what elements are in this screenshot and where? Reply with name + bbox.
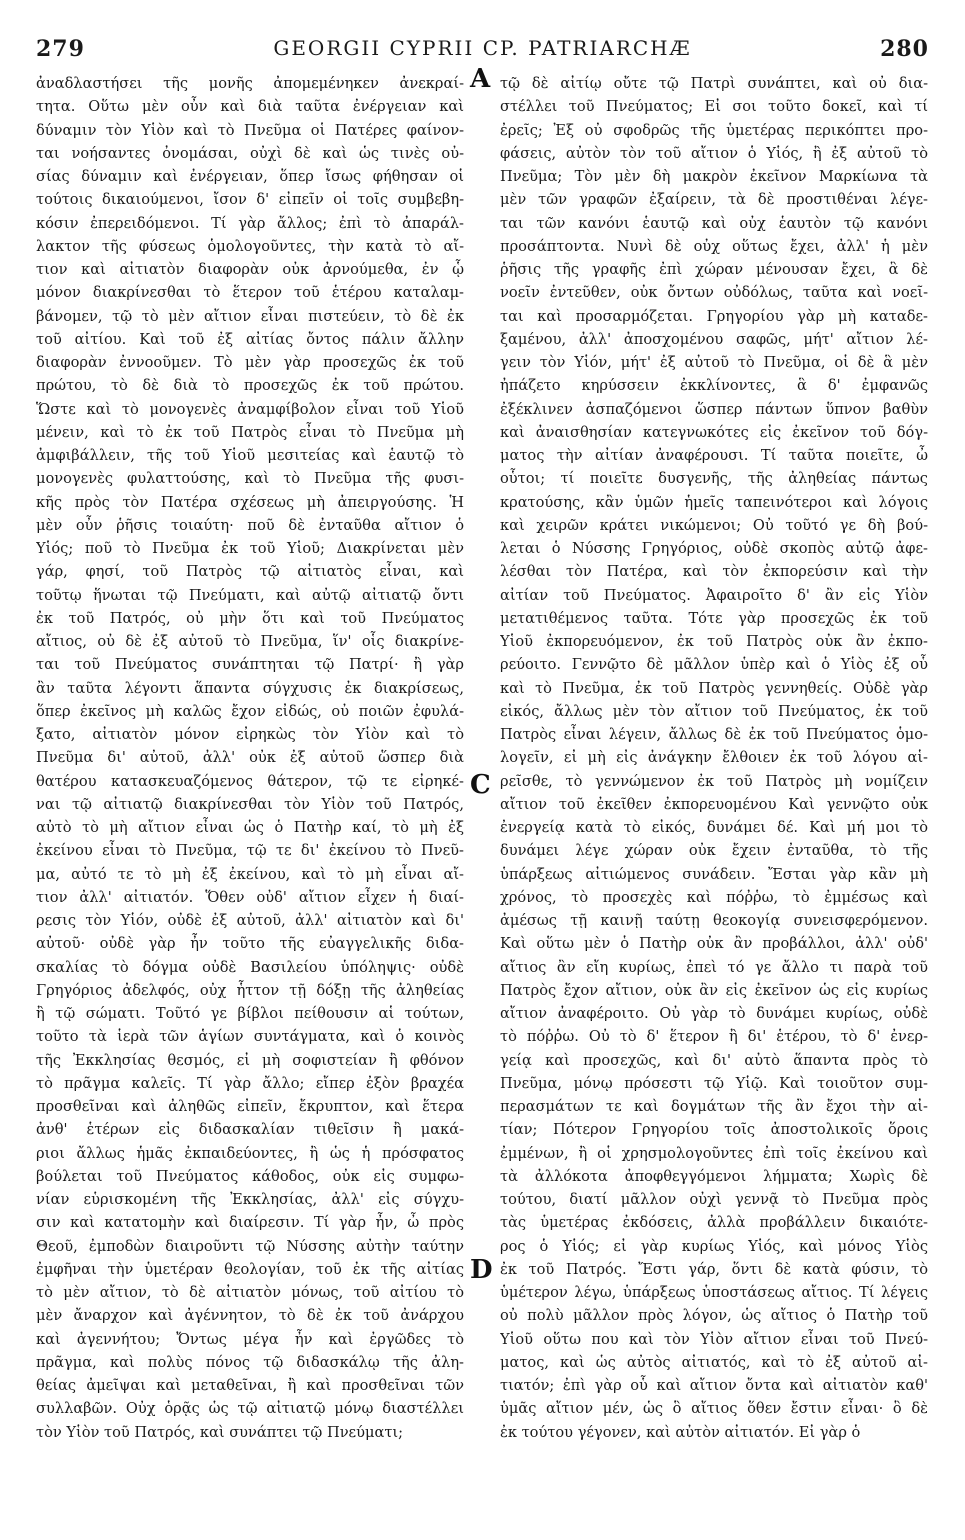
text-line: κόσιν ἐπερειδόμενοι. Τί γὰρ ἄλλος; ἐπὶ τὸ ἀπαράλ- (36, 214, 464, 232)
text-line: ριοι ἄλλως ἡμᾶς ἐκπαιδεύοντες, ἢ ὡς ἡ πρόσφατος (36, 1144, 464, 1162)
text-line: τὰς ὑμετέρας ἐκδόσεις, ἀλλὰ προβάλλειν δικαιότε- (500, 1214, 928, 1232)
text-line: τιον καὶ αἰτιατὸν διαφορὰν οὐκ ἀρνούμεθα, ἐν ᾧ (36, 261, 464, 278)
text-line: ἢ τῷ σώματι. Τοῦτό γε βίβλοι πείθουσιν αἱ τούτων, (36, 1005, 464, 1022)
text-line: αἴτιος ἂν εἴη κυρίως, ἐπεὶ τό γε ἄλλο τι παρὰ τοῦ (500, 958, 928, 976)
text-line: οὗτοι; τί ποιεῖτε δυσγενῆς, τῆς ἀληθείας πάντως (500, 470, 928, 488)
text-line: τοῦ αἰτίου. Καὶ τοῦ ἐξ αἰτίας ὄντος πάλιν ἄλλην (36, 330, 464, 348)
text-line: τητα. Οὕτω μὲν οὖν καὶ διὰ ταῦτα ἐνέργειαν καὶ (36, 98, 464, 116)
text-line: ὑμᾶς αἴτιον μέν, ὡς ὃ αἴτιος ὅθεν ἔστιν εἶναι· ὃ δὲ (500, 1400, 928, 1418)
text-line: ἐκείνου εἶναι τὸ Πνεῦμα, τῷ τε δι' ἐκείνου τὸ Πνεῦ- (36, 842, 464, 860)
text-line: τὸ πρᾶγμα καλεῖς. Τί γὰρ ἄλλο; εἴπερ ἐξὸν βραχέα (36, 1074, 464, 1092)
text-line: τίαν; Πότερον Γρηγορίου τοῖς ἀποστολικοῖς ὅροις (500, 1121, 928, 1139)
text-line: περασμάτων τε καὶ δογμάτων τῆς ἂν ἔχοι τὴν αἰ- (500, 1098, 928, 1115)
text-line: μὲν οὖν ῥῆσις τοιαύτη· ποῦ δὲ ἐνταῦθα αἴτιον ὁ (36, 516, 464, 534)
text-line: τὸν Υἱὸν τοῦ Πατρός, καὶ συνάπτει τῷ Πνεύματι; (36, 1423, 404, 1441)
page-number-left: 279 (36, 36, 85, 62)
text-line: νίαν εὑρισκομένη τῆς Ἐκκλησίας, ἀλλ' εἰς σύγχυ- (36, 1191, 464, 1208)
text-line: τὸ πόῤῥω. Οὐ τὸ δ' ἕτερον ἢ δι' ἑτέρου, τὸ δ' ἐνερ- (500, 1028, 928, 1046)
text-line: Υἱοῦ ἐκπορευόμενον, ἐκ τοῦ Πατρὸς οὐκ ἂν ἐκπο- (500, 633, 928, 650)
text-line: αἰτίαν τοῦ Πνεύματος. Ἀφαιροῖτο δ' ἂν εἰς Υἱὸν (500, 586, 928, 604)
text-line: ἀμφιβάλλειν, τῆς τοῦ Υἱοῦ μεσιτείας καὶ ἑαυτῷ τὸ (36, 447, 464, 464)
page-header (36, 36, 929, 66)
text-line: καὶ ἀγεννήτου; Ὄντως μέγα ἦν καὶ ἐργῶδες τὸ (36, 1330, 464, 1348)
text-line: πρώτου, τὸ δὲ διὰ τὸ προσεχῶς ἐκ τοῦ πρώτου. (36, 377, 464, 395)
text-line: αὐτοῦ· οὐδὲ γὰρ ἦν τοῦτο τῆς εὐαγγελικῆς διδα- (36, 935, 464, 953)
text-line: φάσεις, αὐτὸν τὸν τοῦ αἴτιον ὁ Υἱός, ἢ ἐξ αὐτοῦ τὸ (500, 144, 928, 162)
text-line: βούλεται τοῦ Πνεύματος κάθοδος, οὐκ εἰς συμφω- (36, 1167, 464, 1185)
text-line: ἐξέκλινεν ἀσπαζόμενοι ὥσπερ πάντων ὕπνον βαθὺν (500, 400, 928, 418)
text-line: ναι τῷ αἰτιατῷ διακρίνεσθαι τὸν Υἱὸν τοῦ Πατρός, (36, 795, 464, 813)
text-line: καὶ τὸ Πνεῦμα, ἐκ τοῦ Πατρὸς γεννηθείς. Οὐδὲ γὰρ (500, 679, 928, 697)
text-line: γείᾳ καὶ προσεχῶς, καὶ δι' αὐτὸ ἅπαντα πρὸς τὸ (500, 1051, 928, 1069)
text-line: σιν καὶ κατατομὴν καὶ διαίρεσιν. Τί γὰρ ἦν, ὦ πρὸς (36, 1214, 464, 1232)
text-line: ται καὶ προσαρμόζεται. Γρηγορίου γὰρ μὴ καταδε- (500, 307, 928, 325)
text-line: ξαμένου, ἀλλ' ἀποσχομένου σαφῶς, μήτ' αἴτιον λέ- (500, 330, 928, 348)
right-column (500, 72, 928, 1444)
text-line: τιον ἀλλ' αἰτιατόν. Ὅθεν οὐδ' αἴτιον εἶχεν ἡ διαί- (36, 888, 464, 906)
text-line: δυνάμει λέγε χώραν οὐκ ἔχειν ἐνταῦθα, τὸ τῆς (500, 842, 928, 860)
text-line: θείας ἀμεῖψαι καὶ μεταθεῖναι, ἢ καὶ προσθεῖναι τῶν (36, 1377, 464, 1394)
text-line: θατέρου κατασκευαζόμενος θάτερον, τῷ τε εἰρηκέ- (36, 772, 464, 790)
text-line: τῆς Ἐκκλησίας θεσμός, εἰ μὴ σοφιστείαν ἢ φθόνον (36, 1051, 464, 1069)
text-line: λεται ὁ Νύσσης Γρηγόριος, οὐδὲ σκοπὸς αὐτῷ ἀφε- (500, 540, 928, 557)
text-line: Πατρὸς ἔχον αἴτιον, οὐκ ἂν εἰς ἐκεῖνον ὡς εἰς κυρίως (500, 981, 928, 999)
section-marker-a: A (470, 64, 491, 94)
text-line: δύναμιν τὸν Υἱὸν καὶ τὸ Πνεῦμα οἱ Πατέρες φαίνον- (36, 121, 464, 139)
text-line: σίας δύναμιν καὶ ἐνέργειαν, ὅπερ ἴσως φήθησαν οἱ (36, 168, 464, 185)
text-line: λέσθαι τὸν Πατέρα, καὶ τὸν ἐκπορεύσιν καὶ τὴν (500, 563, 928, 581)
text-line: ἐμφῆναι τὴν ὑμετέραν θεολογίαν, τοῦ ἐκ τῆς αἰτίας (36, 1260, 464, 1278)
text-line: ὑπάρξεως αἰτιώμενος συνάδειν. Ἔσται γὰρ κἂν μὴ (500, 865, 928, 883)
text-line: γειν τὸν Υἱόν, μήτ' ἐξ αὐτοῦ τὸ Πνεῦμα, οἱ δὲ ἃ μὲν (500, 354, 928, 371)
left-column (36, 72, 464, 1444)
text-line: μονογενὲς φυλαττούσης, καὶ τὸ Πνεῦμα τῆς φυσι- (36, 470, 464, 488)
text-line: Υἱοῦ οὕτω που καὶ τὸν Υἱὸν αἴτιον εἶναι τοῦ Πνεύ- (500, 1330, 928, 1348)
text-line: Πνεῦμα, μόνῳ πρόσεστι τῷ Υἱῷ. Καὶ τοιοῦτον συμ- (500, 1074, 928, 1092)
text-line: ξατο, αἰτιατὸν μόνον εἰρηκὼς τὸν Υἱὸν καὶ τὸ (36, 726, 464, 743)
text-line: ρος ὁ Υἱός; εἰ γὰρ κυρίως Υἱός, καὶ μόνος Υἱὸς (500, 1237, 928, 1255)
text-line: μὲν τῶν γραφῶν ἐξαίρειν, τὰ δὲ προστιθέναι λέγε- (500, 191, 928, 209)
text-line: αἴτιος, οὐ δὲ ἐξ αὐτοῦ τὸ Πνεῦμα, ἵν' οἷς διακρίνε- (36, 633, 464, 650)
text-line: σκαλίας τὸ δόγμα οὐδὲ Βασιλείου ὑπόληψις· οὐδὲ (36, 958, 464, 976)
text-line: ται νοήσαντες ὀνομάσαι, οὐχὶ δὲ καὶ ὡς τινὲς οὐ- (36, 144, 464, 162)
text-line: χρόνος, τὸ προσεχὲς καὶ πόῤῥω, τὸ ἐμμέσως καὶ (500, 888, 928, 906)
text-line: ματος, καὶ ὡς αὐτὸς αἰτιατός, καὶ τὸ ἐξ αὐτοῦ αἰ- (500, 1353, 928, 1371)
text-line: μένειν, καὶ τὸ ἐκ τοῦ Πατρὸς εἶναι τὸ Πνεῦμα μὴ (36, 423, 464, 441)
text-line: οὐ πολὺ μᾶλλον πρὸς λόγον, ὡς αἴτιος ὁ Πατὴρ τοῦ (500, 1307, 928, 1325)
text-line: ματος τὴν αἰτίαν ἀναφέρουσι. Τί ταῦτα ποιεῖτε, ὦ (500, 447, 928, 464)
text-line: Ὥστε καὶ τὸ μονογενὲς ἀναμφίβολον εἶναι τοῦ Υἱοῦ (36, 400, 464, 418)
text-line: Γρηγόριος ἀδελφός, οὐχ ἧττον τῇ δόξῃ τῆς ἀληθείας (36, 981, 464, 999)
text-line: τοῦτῳ ἥνωται τῷ Πνεύματι, καὶ αὐτῷ αἰτιατῷ ὄντι (36, 586, 464, 604)
text-line: ἐνεργείᾳ κατὰ τὸ εἰκός, δυνάμει δέ. Καὶ μή μοι τὸ (500, 819, 928, 836)
text-line: καὶ χειρῶν κράτει νικώμενοι; Οὐ τοῦτό γε δὴ βού- (500, 516, 928, 534)
text-line: κῆς πρὸς τὸν Πατέρα σχέσεως μὴ ἀπειργούσης. Ἡ (36, 493, 464, 511)
text-line: γάρ, φησί, τοῦ Πατρὸς τῷ αἰτιατὸς εἶναι, καὶ (36, 563, 464, 581)
text-line: ἀμέσως τῇ καινῇ ταύτῃ θεοκογίᾳ συνεισφερόμενον. (500, 912, 928, 929)
text-line: νοεῖν ἐντεῦθεν, οὐκ ὄντων οὐδόλως, ταῦτα καὶ νοεῖ- (500, 284, 928, 302)
text-line: ρεύοιτο. Γεννῷτο δὲ μᾶλλον ὑπὲρ καὶ ὁ Υἱὸς ἐξ οὗ (500, 656, 928, 674)
text-line: ρεσις τὸν Υἱόν, οὐδὲ ἐξ αὐτοῦ, ἀλλ' αἰτιατὸν καὶ δι' (36, 912, 464, 929)
text-line: τιατόν; ἐπὶ γὰρ οὗ καὶ αἴτιον ὄντα καὶ αἰτιατὸν καθ' (500, 1377, 928, 1394)
text-line: Πνεῦμα δι' αὐτοῦ, ἀλλ' οὐκ ἐξ αὐτοῦ ὥσπερ διὰ (36, 749, 464, 767)
text-line: συλλαβῶν. Οὐχ ὁρᾷς ὡς τῷ αἰτιατῷ μόνῳ διαστέλλει (36, 1400, 464, 1418)
text-line: Θεοῦ, ἐμποδὼν διαιροῦντι τῷ Νύσσης αὐτὴν ταύτην (36, 1237, 464, 1255)
text-line: ἐρεῖς; Ἐξ οὐ σφοδρῶς τῆς ὑμετέρας περικόπτει προ- (500, 121, 928, 139)
text-line: μὲν ἄναρχον καὶ ἀγέννητον, τὸ δὲ ἐκ τοῦ ἀνάρχου (36, 1307, 464, 1325)
text-line: ἐκ τοῦ Πατρός, οὐ μὴν ὅτι καὶ τοῦ Πνεύματος (36, 609, 464, 627)
text-line: ται τῶν κανόνι ἑαυτῷ καὶ οὐχ ἑαυτὸν τῷ κανόνι (500, 214, 928, 232)
text-line: κρατούσης, κἂν ὑμῶν ἡμεῖς ταπεινότεροι καὶ λόγοις (500, 493, 928, 511)
text-line: ἐκ τούτου γέγονεν, καὶ αὐτὸν αἰτιατόν. Εἰ γὰρ ὁ (500, 1423, 861, 1441)
text-line: προσάπτοντα. Νυνὶ δὲ οὐχ οὕτως ἔχει, ἀλλ' ἡ μὲν (500, 237, 928, 255)
text-line: ὑμέτερον λέγω, ὑπάρξεως ὑποστάσεως αἴτιος. Τί λέγεις (500, 1284, 928, 1301)
text-line: αἴτιον τοῦ ἐκεῖθεν ἐκπορευομένου Καὶ γεννῷτο οὐκ (500, 795, 928, 813)
text-line: τὸ μὲν αἴτιον, τὸ δὲ αἰτιατὸν μόνως, τοῦ αἰτίου τὸ (36, 1284, 464, 1301)
section-marker-d: D (470, 1255, 493, 1285)
text-line: βάνομεν, τῷ τὸ μὲν αἴτιον εἶναι πιστεύειν, τὸ δὲ ἐκ (36, 307, 464, 325)
text-line: τούτου, διατί μᾶλλον οὐχὶ γεννᾷ τὸ Πνεῦμα πρὸς (500, 1191, 928, 1208)
text-line: καὶ ἀναισθησίαν κατεγνωκότες εἰς ἐκεῖνον τοῦ δόγ- (500, 423, 928, 441)
text-line: τῷ δὲ αἰτίῳ οὔτε τῷ Πατρὶ συνάπτει, καὶ οὐ δια- (500, 75, 928, 92)
text-line: ὅπερ ἐκεῖνος μὴ καλῶς ἔχον εἰδώς, οὐ ποιῶν ἐφυλά- (36, 702, 464, 720)
text-line: ἐμμένων, ἢ οἱ χρησμολογοῦντες ἐπὶ τοῖς ἐκείνου καὶ (500, 1144, 928, 1162)
text-line: τὰ ἀλλόκοτα ἀποφθεγγόμενοι λήμματα; Χωρὶς δὲ (500, 1167, 928, 1185)
text-line: τοῦτο τὰ ἱερὰ τῶν ἁγίων συντάγματα, καὶ ὁ κοινὸς (36, 1028, 464, 1046)
text-line: ἀναδλαστήσει τῆς μονῆς ἀπομεμένηκεν ἀνεκραί- (36, 75, 464, 92)
text-line: αὐτὸ τὸ μὴ αἴτιον εἶναι ὡς ὁ Πατὴρ καί, τὸ μὴ ἐξ (36, 819, 464, 836)
text-line: λογεῖν, εἰ μὴ εἰς ἀνάγκην ἔλθοιεν ἐκ τοῦ λόγου αἱ- (500, 749, 928, 767)
text-line: αἴτιον ἀναφέροιτο. Οὐ γὰρ τὸ δυνάμει κυρίως, οὐδὲ (500, 1005, 928, 1022)
section-marker-c: C (470, 770, 491, 800)
running-title: GEORGII CYPRII CP. PATRIARCHÆ (273, 36, 692, 60)
text-line: ἠπάζετο κηρύσσειν ἐκκλίνοντες, ἃ δ' ἐμφανῶς (500, 377, 928, 395)
text-line: διαφορὰν ἐννοοῦμεν. Τὸ μὲν γὰρ προσεχῶς ἐκ τοῦ (36, 354, 464, 371)
text-line: προσθεῖναι καὶ ἀληθῶς εἰπεῖν, ἔκρυπτον, καὶ ἕτερα (36, 1098, 464, 1115)
text-line: ἀνθ' ἑτέρων εἰς διδασκαλίαν τιθεῖσιν ἢ μακά- (36, 1121, 464, 1139)
text-line: ῥῆσις τῆς γραφῆς ἐπὶ χώραν μένουσαν ἔχει, ἃ δὲ (500, 261, 928, 278)
page-number-right: 280 (880, 36, 929, 62)
text-line: Καὶ οὕτω μὲν ὁ Πατὴρ οὐκ ἂν προβάλλοι, ἀλλ' οὐδ' (500, 935, 928, 953)
text-line: στέλλει τοῦ Πνεύματος; Εἰ σοι τοῦτο δοκεῖ, καὶ τί (500, 98, 928, 116)
text-line: τούτοις δικαιούμενοι, ἴσον δ' εἰπεῖν οἱ τοῖς συμβεβη- (36, 191, 464, 209)
text-line: ἂν ταῦτα λέγοντι ἅπαντα σύγχυσις ἐκ διακρίσεως, (36, 679, 464, 697)
text-line: Πνεῦμα; Τὸν μὲν δὴ μακρὸν ἐκεῖνον Μαρκίωνα τὰ (500, 168, 928, 185)
text-line: μα, αὐτό τε τὸ μὴ ἐξ ἐκείνου, καὶ τὸ μὴ εἶναι αἴ- (36, 865, 464, 883)
text-line: λακτον τῆς φύσεως ὁμολογοῦντες, τὴν κατὰ τὸ αἴ- (36, 237, 464, 255)
text-line: ται τοῦ Πνεύματος συνάπτηται τῷ Πατρί· ἢ γὰρ (36, 656, 464, 674)
text-line: ἐκ τοῦ Πατρός. Ἔστι γάρ, ὅντι δὲ κατὰ φύσιν, τὸ (500, 1260, 928, 1278)
text-line: πρᾶγμα, καὶ πολὺς πόνος τῷ διδασκάλῳ τῆς ἀλη- (36, 1353, 464, 1371)
text-line: εἰκός, ἄλλως μὲν τὸν αἴτιον τοῦ Πνεύματος, ἐκ τοῦ (500, 702, 928, 720)
text-line: μόνον διακρίνεσθαι τὸ ἕτερον τοῦ ἑτέρου καταλαμ- (36, 284, 464, 302)
text-line: Υἱός; ποῦ τὸ Πνεῦμα ἐκ τοῦ Υἱοῦ; Διακρίνεται μὲν (36, 540, 464, 557)
text-line: Πατρὸς εἶναι λέγειν, ἄλλως δὲ ἐκ τοῦ Πνεύματος ὁμο- (500, 726, 928, 743)
text-line: ρεῖσθε, τὸ γεννώμενον ἐκ τοῦ Πατρὸς μὴ νομίζειν (500, 772, 928, 790)
text-line: μετατιθέμενος ταῦτα. Τότε γὰρ προσεχῶς ἐκ τοῦ (500, 609, 928, 627)
